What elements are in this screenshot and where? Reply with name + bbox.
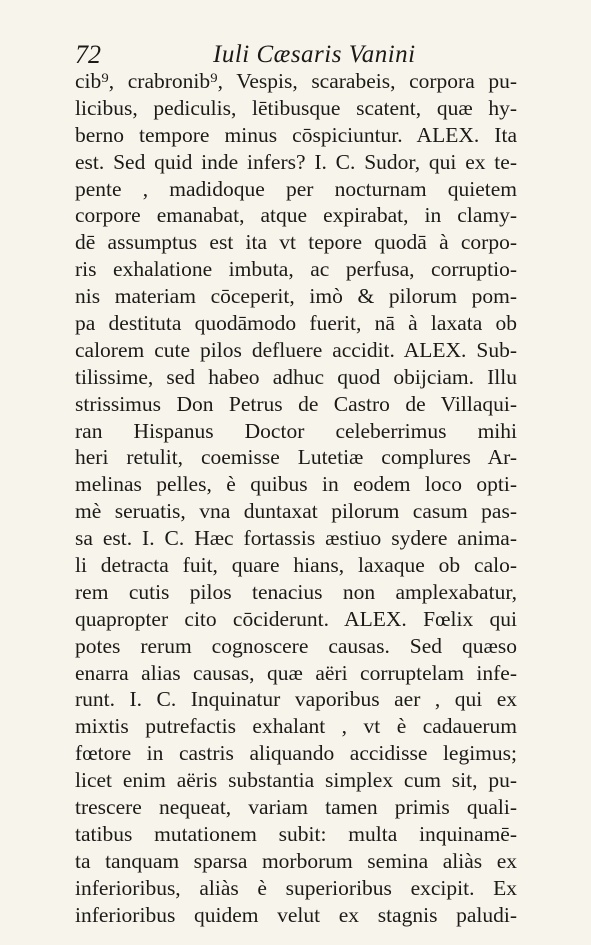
text-line: licibus, pediculis, lētibusque scatent, quæ hy- [75, 95, 517, 120]
text-line: quapropter cito cōciderunt. ALEX. Fœlix qui [75, 606, 517, 631]
text-line: enarra alias causas, quæ aëri corruptelam infe- [75, 660, 517, 685]
text-line: mè seruatis, vna duntaxat pilorum casum pas- [75, 499, 517, 524]
text-line: ta tanquam sparsa morborum semina aliàs ex [75, 848, 517, 873]
text-line: corpore emanabat, atque expirabat, in clamy- [75, 203, 517, 228]
text-line: berno tempore minus cōspiciuntur. ALEX. Ita [75, 122, 517, 147]
text-line: licet enim aëris substantia simplex cum sit, pu- [75, 768, 517, 793]
text-line: mixtis putrefactis exhalant , vt è cadauerum [75, 714, 517, 739]
text-line: inferioribus quidem velut ex stagnis paludi- [75, 902, 517, 927]
text-line: melinas pelles, è quibus in eodem loco opti- [75, 472, 517, 497]
text-line: nis materiam cōceperit, imò & pilorum pom- [75, 284, 517, 309]
text-line: ran Hispanus Doctor celeberrimus mihi [75, 418, 517, 443]
text-line: heri retulit, coemisse Lutetiæ complures Ar- [75, 445, 517, 470]
text-line: pa destituta quodāmodo fuerit, nā à laxata ob [75, 311, 517, 336]
text-line: cib⁹, crabronib⁹, Vespis, scarabeis, corpora pu- [75, 69, 517, 93]
text-line: pente , madidoque per nocturnam quietem [75, 176, 517, 201]
page-header [75, 40, 515, 70]
text-line: inferioribus, aliàs è superioribus excipit. Ex [75, 875, 517, 900]
text-line: li detracta fuit, quare hians, laxaque ob calo- [75, 553, 517, 578]
text-line: dē assumptus est ita vt tepore quodā à corpo- [75, 230, 517, 255]
text-line: fœtore in castris aliquando accidisse legimus; [75, 741, 517, 766]
text-line: trescere nequeat, variam tamen primis quali- [75, 795, 517, 820]
text-line: ris exhalatione imbuta, ac perfusa, corruptio- [75, 257, 517, 282]
text-line: potes rerum cognoscere causas. Sed quæso [75, 633, 517, 658]
text-line: sa est. I. C. Hæc fortassis æstiuo sydere anima- [75, 526, 517, 551]
text-line: calorem cute pilos defluere accidit. ALEX. Sub- [75, 337, 517, 362]
text-line: strissimus Don Petrus de Castro de Villaqui- [75, 391, 517, 416]
text-line: runt. I. C. Inquinatur vaporibus aer , qui ex [75, 687, 517, 712]
body-text [75, 68, 517, 929]
text-line: rem cutis pilos tenacius non amplexabatur, [75, 579, 517, 604]
page-number: 72 [75, 40, 101, 69]
text-line: tatibus mutationem subit: multa inquinamē- [75, 821, 517, 846]
text-line: est. Sed quid inde infers? I. C. Sudor, qui ex te- [75, 149, 517, 174]
text-line: tilissime, sed habeo adhuc quod obijciam. Illu [75, 364, 517, 389]
running-title: Iuli Cæsaris Vanini [213, 41, 416, 68]
